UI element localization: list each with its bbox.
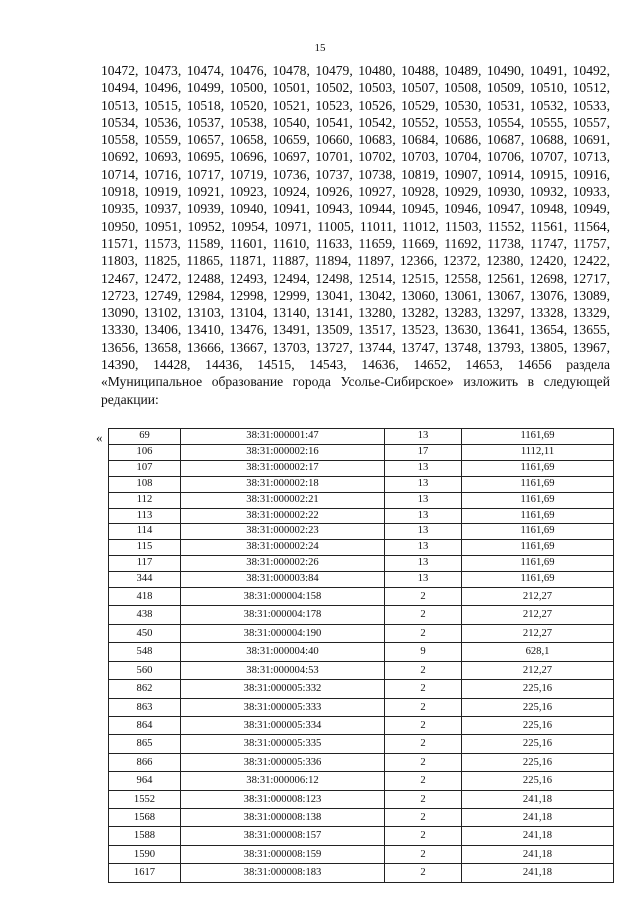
table-row [109,753,614,771]
data-table [108,428,614,883]
value-cell: 241,18 [462,790,614,808]
table-row [109,540,614,556]
row-number-cell: 106 [109,444,181,460]
cadastral-number-cell: 38:31:000004:40 [181,643,385,661]
cadastral-number-cell: 38:31:000005:334 [181,716,385,734]
value-cell: 225,16 [462,753,614,771]
quantity-cell: 13 [385,540,462,556]
cadastral-number-cell: 38:31:000008:183 [181,864,385,882]
quantity-cell: 13 [385,508,462,524]
quantity-cell: 2 [385,790,462,808]
cadastral-number-cell: 38:31:000006:12 [181,772,385,790]
cadastral-number-cell: 38:31:000003:84 [181,572,385,588]
cadastral-number-cell: 38:31:000005:332 [181,680,385,698]
value-cell: 212,27 [462,624,614,642]
table-row [109,588,614,606]
quantity-cell: 2 [385,661,462,679]
row-number-cell: 1588 [109,827,181,845]
table-row [109,680,614,698]
table-row [109,735,614,753]
row-number-cell: 115 [109,540,181,556]
row-number-cell: 865 [109,735,181,753]
quantity-cell: 2 [385,845,462,863]
table-row [109,661,614,679]
value-cell: 225,16 [462,772,614,790]
quantity-cell: 2 [385,864,462,882]
value-cell: 225,16 [462,698,614,716]
value-cell: 225,16 [462,716,614,734]
value-cell: 1161,69 [462,572,614,588]
quantity-cell: 2 [385,680,462,698]
cadastral-number-cell: 38:31:000002:22 [181,508,385,524]
table-row [109,476,614,492]
row-number-cell: 344 [109,572,181,588]
cadastral-number-cell: 38:31:000002:26 [181,556,385,572]
value-cell: 1112,11 [462,444,614,460]
value-cell: 212,27 [462,588,614,606]
cadastral-number-cell: 38:31:000002:16 [181,444,385,460]
value-cell: 1161,69 [462,556,614,572]
row-number-cell: 107 [109,460,181,476]
table-row [109,716,614,734]
cadastral-number-cell: 38:31:000004:158 [181,588,385,606]
row-number-cell: 1568 [109,808,181,826]
row-number-cell: 864 [109,716,181,734]
value-cell: 225,16 [462,680,614,698]
row-number-cell: 560 [109,661,181,679]
table-row [109,556,614,572]
table-row [109,444,614,460]
quantity-cell: 13 [385,460,462,476]
quantity-cell: 2 [385,716,462,734]
value-cell: 1161,69 [462,492,614,508]
quantity-cell: 2 [385,772,462,790]
row-number-cell: 418 [109,588,181,606]
cadastral-number-cell: 38:31:000008:159 [181,845,385,863]
table-row [109,864,614,882]
table-row [109,643,614,661]
cadastral-number-cell: 38:31:000005:335 [181,735,385,753]
value-cell: 212,27 [462,606,614,624]
cadastral-number-cell: 38:31:000008:138 [181,808,385,826]
table-row [109,808,614,826]
table-row [109,572,614,588]
row-number-cell: 1590 [109,845,181,863]
row-number-cell: 69 [109,429,181,445]
value-cell: 1161,69 [462,524,614,540]
quantity-cell: 13 [385,556,462,572]
cadastral-number-cell: 38:31:000005:336 [181,753,385,771]
cadastral-number-cell: 38:31:000004:178 [181,606,385,624]
quantity-cell: 13 [385,572,462,588]
table-row [109,492,614,508]
table-row [109,624,614,642]
quantity-cell: 13 [385,524,462,540]
value-cell: 628,1 [462,643,614,661]
table-row [109,429,614,445]
value-cell: 241,18 [462,864,614,882]
row-number-cell: 450 [109,624,181,642]
opening-quote-mark: « [96,430,103,445]
table-row [109,508,614,524]
row-number-cell: 964 [109,772,181,790]
page-number: 15 [314,42,326,54]
row-number-cell: 863 [109,698,181,716]
row-number-cell: 862 [109,680,181,698]
quantity-cell: 2 [385,753,462,771]
cadastral-number-cell: 38:31:000008:123 [181,790,385,808]
cadastral-number-cell: 38:31:000004:190 [181,624,385,642]
value-cell: 1161,69 [462,460,614,476]
table-row [109,772,614,790]
cadastral-number-cell: 38:31:000002:23 [181,524,385,540]
table-row [109,606,614,624]
row-number-cell: 1552 [109,790,181,808]
cadastral-number-cell: 38:31:000002:24 [181,540,385,556]
body-paragraph: 10472, 10473, 10474, 10476, 10478, 10479, 10480, 10488, 10489, 10490, 10491, 10492, 10494, 10496, 10499, 10500, 10501, 10502, 10503, 10507, 10508, 10509, 10510, 10512, 10513, 10515, 10518, 10520, 10521, 10523, 10526, 10529, 10530, 10531, 10532, 10533, 10534, 10536, 10537, 10538, 10540, 10541, 10542, 10552, 10553, 10554, 10555, 10557, 10558, 10559, 10657, 10658, 10659, 10660, 10683, 10684, 10686, 10687, 10688, 10691, 10692, 10693, 10695, 10696, 10697, 10701, 10702, 10703, 10704, 10706, 10707, 10713, 10714, 10716, 10717, 10719, 10736, 10737, 10738, 10819, 10907, 10914, 10915, 10916, 10918, 10919, 10921, 10923, 10924, 10926, 10927, 10928, 10929, 10930, 10932, 10933, 10935, 10937, 10939, 10940, 10941, 10943, 10944, 10945, 10946, 10947, 10948, 10949, 10950, 10951, 10952, 10954, 10971, 11005, 11011, 11012, 11503, 11552, 11561, 11564, 11571, 11573, 11589, 11601, 11610, 11633, 11659, 11669, 11692, 11738, 11747, 11757, 11803, 11825, 11865, 11871, 11887, 11894, 11897, 12366, 12372, 12380, 12420, 12422, 12467, 12472, 12488, 12493, 12494, 12498, 12514, 12515, 12558, 12561, 12698, 12717, 12723, 12749, 12984, 12998, 12999, 13041, 13042, 13060, 13061, 13067, 13076, 13089, 13090, 13102, 13103, 13104, 13140, 13141, 13280, 13282, 13283, 13297, 13328, 13329, 13330, 13406, 13410, 13476, 13491, 13509, 13517, 13523, 13630, 13641, 13654, 13655, 13656, 13658, 13666, 13667, 13703, 13727, 13744, 13747, 13748, 13793, 13805, 13967, 14390, 14428, 14436, 14515, 14543, 14636, 14652, 14653, 14656 раздела «Муниципальное образование города Усолье-Сибирское» изложить в следующей редакции: [101,63,610,407]
quantity-cell: 13 [385,492,462,508]
row-number-cell: 117 [109,556,181,572]
row-number-cell: 866 [109,753,181,771]
value-cell: 241,18 [462,808,614,826]
quantity-cell: 13 [385,476,462,492]
cadastral-number-cell: 38:31:000002:21 [181,492,385,508]
table-row [109,790,614,808]
quantity-cell: 2 [385,606,462,624]
value-cell: 241,18 [462,827,614,845]
cadastral-number-cell: 38:31:000008:157 [181,827,385,845]
value-cell: 1161,69 [462,429,614,445]
quantity-cell: 2 [385,698,462,716]
value-cell: 241,18 [462,845,614,863]
value-cell: 225,16 [462,735,614,753]
quantity-cell: 2 [385,808,462,826]
cadastral-number-cell: 38:31:000005:333 [181,698,385,716]
quantity-cell: 17 [385,444,462,460]
quantity-cell: 9 [385,643,462,661]
cadastral-number-cell: 38:31:000002:17 [181,460,385,476]
quantity-cell: 2 [385,827,462,845]
row-number-cell: 112 [109,492,181,508]
table-row [109,698,614,716]
row-number-cell: 548 [109,643,181,661]
row-number-cell: 114 [109,524,181,540]
cadastral-number-cell: 38:31:000002:18 [181,476,385,492]
value-cell: 1161,69 [462,476,614,492]
quantity-cell: 2 [385,735,462,753]
table-row [109,827,614,845]
row-number-cell: 113 [109,508,181,524]
value-cell: 1161,69 [462,540,614,556]
cadastral-number-cell: 38:31:000001:47 [181,429,385,445]
table-row [109,845,614,863]
quantity-cell: 2 [385,588,462,606]
value-cell: 1161,69 [462,508,614,524]
cadastral-number-cell: 38:31:000004:53 [181,661,385,679]
row-number-cell: 438 [109,606,181,624]
table-row [109,460,614,476]
value-cell: 212,27 [462,661,614,679]
quantity-cell: 2 [385,624,462,642]
quantity-cell: 13 [385,429,462,445]
row-number-cell: 108 [109,476,181,492]
table-body [109,429,614,883]
table-row [109,524,614,540]
row-number-cell: 1617 [109,864,181,882]
